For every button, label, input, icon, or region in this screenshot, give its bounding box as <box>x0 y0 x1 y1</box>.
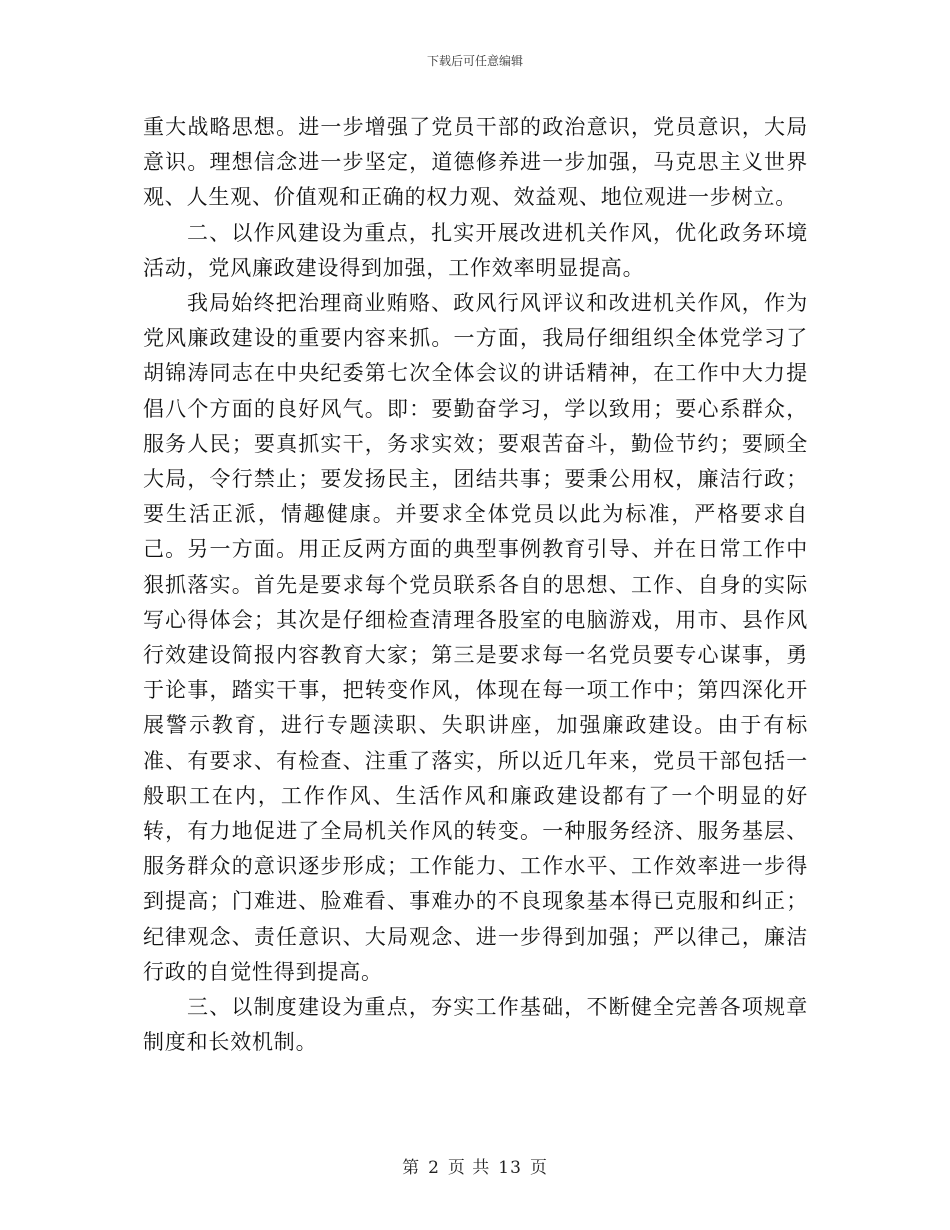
paragraph-1: 重大战略思想。进一步增强了党员干部的政治意识，党员意识，大局意识。理想信念进一步坚定，道德修养进一步加强，马克思主义世界观、人生观、价值观和正确的权力观、效益观、地位观进一步树立。 <box>143 115 808 210</box>
footer-page-number: 2 <box>428 1158 440 1178</box>
paragraph-3: 我局始终把治理商业贿赂、政风行风评议和改进机关作风，作为党风廉政建设的重要内容来抓。一方面，我局仔细组织全体党学习了胡锦涛同志在中央纪委第七次全体会议的讲话精神，在工作中大力提倡八个方面的良好风气。即：要勤奋学习，学以致用；要心系群众，服务人民；要真抓实干，务求实效；要艰苦奋斗，勤俭节约；要顾全大局，令行禁止；要发扬民主，团结共事；要秉公用权，廉洁行政；要生活正派，情趣健康。并要求全体党员以此为标准，严格要求自己。另一方面。用正反两方面的典型事例教育引导、并在日常工作中狠抓落实。首先是要求每个党员联系各自的思想、工作、自身的实际写心得体会；其次是仔细检查清理各股室的电脑游戏，用市、县作风行效建设简报内容教育大家；第三是要求每一名党员要专心谋事，勇于论事，踏实干事，把转变作风，体现在每一项工作中；第四深化开展警示教育，进行专题渎职、失职讲座，加强廉政建设。由于有标准、有要求、有检查、注重了落实，所以近几年来，党员干部包括一般职工在内，工作作风、生活作风和廉政建设都有了一个明显的好转，有力地促进了全局机关作风的转变。一种服务经济、服务基层、服务群众的意识逐步形成；工作能力、工作水平、工作效率进一步得到提高；门难进、脸难看、事难办的不良现象基本得已克服和纠正；纪律观念、责任意识、大局观念、进一步得到加强；严以律己，廉洁行政的自觉性得到提高。 <box>143 291 808 984</box>
footer-total-pages: 13 <box>498 1158 522 1178</box>
document-body <box>143 110 808 1060</box>
footer-suffix: 页 <box>529 1158 548 1178</box>
page-footer <box>0 1153 950 1178</box>
footer-prefix: 第 <box>402 1158 421 1178</box>
paragraph-2-heading: 二、以作风建设为重点，扎实开展改进机关作风，优化政务环境活动，党风廉政建设得到加强，工作效率明显提高。 <box>143 220 808 280</box>
footer-middle: 页 共 <box>447 1158 491 1178</box>
paragraph-4-heading: 三、以制度建设为重点，夯实工作基础，不断健全完善各项规章制度和长效机制。 <box>143 995 808 1055</box>
page-header-note: 下载后可任意编辑 <box>426 54 523 68</box>
